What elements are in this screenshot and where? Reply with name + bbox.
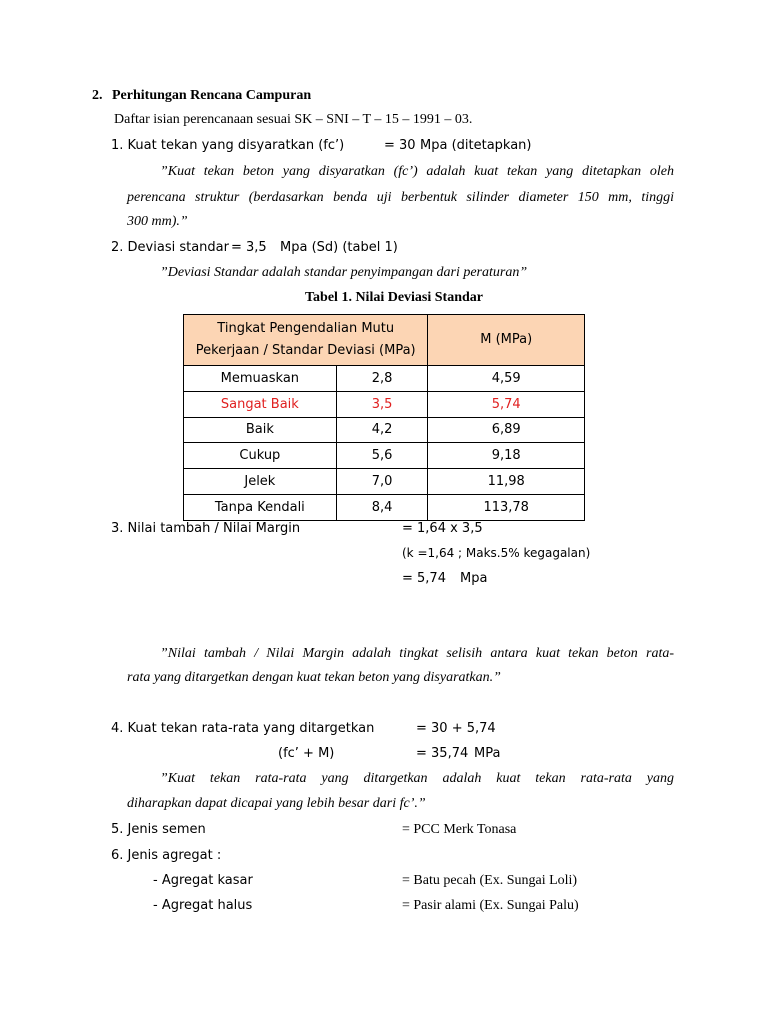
table-caption: Tabel 1. Nilai Deviasi Standar [305,290,484,305]
item2-value: = 3,5 [231,240,267,255]
table-cell-level: Cukup [184,443,337,469]
item2-unit: Mpa (Sd) (tabel 1) [280,240,398,255]
item6-coarse-label: - Agregat kasar [153,873,253,888]
item5-label: 5. Jenis semen [111,822,206,837]
item1-quote-line2: perencana struktur (berdasarkan benda uji berbentuk silinder diameter 150 mm, tinggi [127,190,674,205]
item5-value: = PCC Merk Tonasa [402,822,517,837]
table-header-level-line2: Pekerjaan / Standar Deviasi (MPa) [195,343,416,358]
section-number: 2. [92,88,103,103]
table-cell-sd: 7,0 [336,469,428,495]
table-row [184,469,585,495]
table-cell-sd: 4,2 [336,417,428,443]
table-header-row [184,315,585,366]
item4-quote-line1: ”Kuat tekan rata-rata yang ditargetkan adalah kuat tekan rata-rata yang [160,771,674,786]
item3-note: (k =1,64 ; Maks.5% kegagalan) [402,546,591,560]
item4-result-unit: MPa [474,746,501,761]
table-row [184,366,585,392]
table-cell-level: Tanpa Kendali [184,494,337,520]
item1-label: 1. Kuat tekan yang disyaratkan (fc’) [111,138,345,153]
table-header-m: M (MPa) [428,315,585,366]
table-cell-m: 4,59 [428,366,585,392]
table-row-highlighted [184,391,585,417]
table-header-level-line1: Tingkat Pengendalian Mutu [217,321,395,336]
table-cell-level: Sangat Baik [184,391,337,417]
item1-value: = 30 [384,138,416,153]
table-cell-sd: 5,6 [336,443,428,469]
section-title: Perhitungan Rencana Campuran [112,88,312,103]
item3-result: = 5,74 [402,571,446,586]
item4-label: 4. Kuat tekan rata-rata yang ditargetkan [111,721,375,736]
item3-label: 3. Nilai tambah / Nilai Margin [111,521,301,536]
item4-sub-label: (fc’ + M) [278,746,335,761]
item6-coarse-value: = Batu pecah (Ex. Sungai Loli) [402,873,578,888]
item4-result: = 35,74 [416,746,469,761]
table-cell-m: 9,18 [428,443,585,469]
item3-formula: = 1,64 x 3,5 [402,521,483,536]
item1-unit: Mpa (ditetapkan) [420,138,532,153]
item6-fine-label: - Agregat halus [153,898,253,913]
item1-quote-line3: 300 mm).” [127,214,188,229]
table-cell-m: 6,89 [428,417,585,443]
table-row [184,417,585,443]
item4-quote-line2: diharapkan dapat dicapai yang lebih besar dari fc’.” [127,796,426,811]
item6-fine-value: = Pasir alami (Ex. Sungai Palu) [402,898,579,913]
item4-formula: = 30 + 5,74 [416,721,496,736]
table-row [184,443,585,469]
table-header-level [184,315,428,366]
table-cell-sd: 2,8 [336,366,428,392]
table-cell-sd: 3,5 [336,391,428,417]
table-cell-level: Memuaskan [184,366,337,392]
item3-result-unit: Mpa [460,571,488,586]
section-subtitle: Daftar isian perencanaan sesuai SK – SNI – T – 15 – 1991 – 03. [114,112,473,127]
table-cell-m: 5,74 [428,391,585,417]
item1-quote-line1: ”Kuat tekan beton yang disyaratkan (fc’) adalah kuat tekan yang ditetapkan oleh [160,164,674,179]
item2-label: 2. Deviasi standar [111,240,229,255]
table-cell-m: 11,98 [428,469,585,495]
item6-label: 6. Jenis agregat : [111,848,222,863]
table-row [184,494,585,520]
table-cell-sd: 8,4 [336,494,428,520]
table-cell-level: Jelek [184,469,337,495]
table-cell-level: Baik [184,417,337,443]
deviation-table [183,314,585,521]
item3-quote-line1: ”Nilai tambah / Nilai Margin adalah tingkat selisih antara kuat tekan beton rata- [160,646,674,661]
table-cell-m: 113,78 [428,494,585,520]
item2-quote: ”Deviasi Standar adalah standar penyimpangan dari peraturan” [160,265,528,280]
item3-quote-line2: rata yang ditargetkan dengan kuat tekan beton yang disyaratkan.” [127,670,501,685]
